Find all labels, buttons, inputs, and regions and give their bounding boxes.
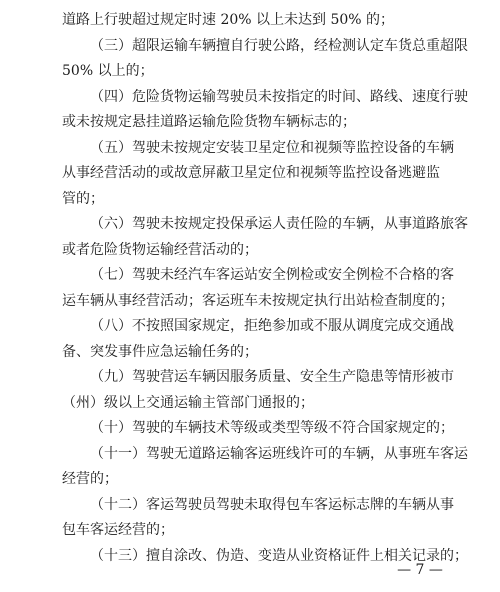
text-line: 备、突发事件应急运输任务的； (62, 344, 258, 360)
text-line: 经营的； (62, 471, 118, 487)
text-line: （十二）客运驾驶员驾驶未取得包车客运标志牌的车辆从事 (90, 497, 454, 513)
text-line: 运车辆从事经营活动；客运班车未按规定执行出站检查制度的； (62, 293, 454, 309)
text-line: 管的； (62, 191, 104, 207)
text-line: （十）驾驶的车辆技术等级或类型等级不符合国家规定的； (90, 420, 454, 436)
text-line: （八）不按照国家规定，拒绝参加或不服从调度完成交通战 (90, 318, 454, 334)
text-line: （四）危险货物运输驾驶员未按指定的时间、路线、速度行驶 (90, 89, 468, 105)
text-line: 从事经营活动的或故意屏蔽卫星定位和视频等监控设备逃避监 (62, 165, 440, 181)
text-line: （十一）驾驶无道路运输客运班线许可的车辆，从事班车客运 (90, 446, 468, 462)
text-line: （三）超限运输车辆擅自行驶公路，经检测认定车货总重超限 (90, 38, 468, 54)
text-line: 或者危险货物运输经营活动的； (62, 242, 258, 258)
text-line: （州）级以上交通运输主管部门通报的； (62, 395, 314, 411)
text-line: （十三）擅自涂改、伪造、变造从业资格证件上相关记录的； (90, 548, 468, 564)
text-line: （五）驾驶未按规定安装卫星定位和视频等监控设备的车辆 (90, 140, 454, 156)
text-line: 包车客运经营的； (62, 522, 174, 538)
text-line: 50% 以上的； (62, 63, 154, 79)
text-line: （九）驾驶营运车辆因服务质量、安全生产隐患等情形被市 (90, 369, 454, 385)
text-line: 道路上行驶超过规定时速 20% 以上未达到 50% 的； (62, 12, 395, 28)
text-line: （六）驾驶未按规定投保承运人责任险的车辆，从事道路旅客 (90, 216, 468, 232)
text-line: （七）驾驶未经汽车客运站安全例检或安全例检不合格的客 (90, 267, 454, 283)
page-number: — 7 — (397, 562, 443, 578)
text-line: 或未按规定悬挂道路运输危险货物车辆标志的； (62, 114, 356, 130)
